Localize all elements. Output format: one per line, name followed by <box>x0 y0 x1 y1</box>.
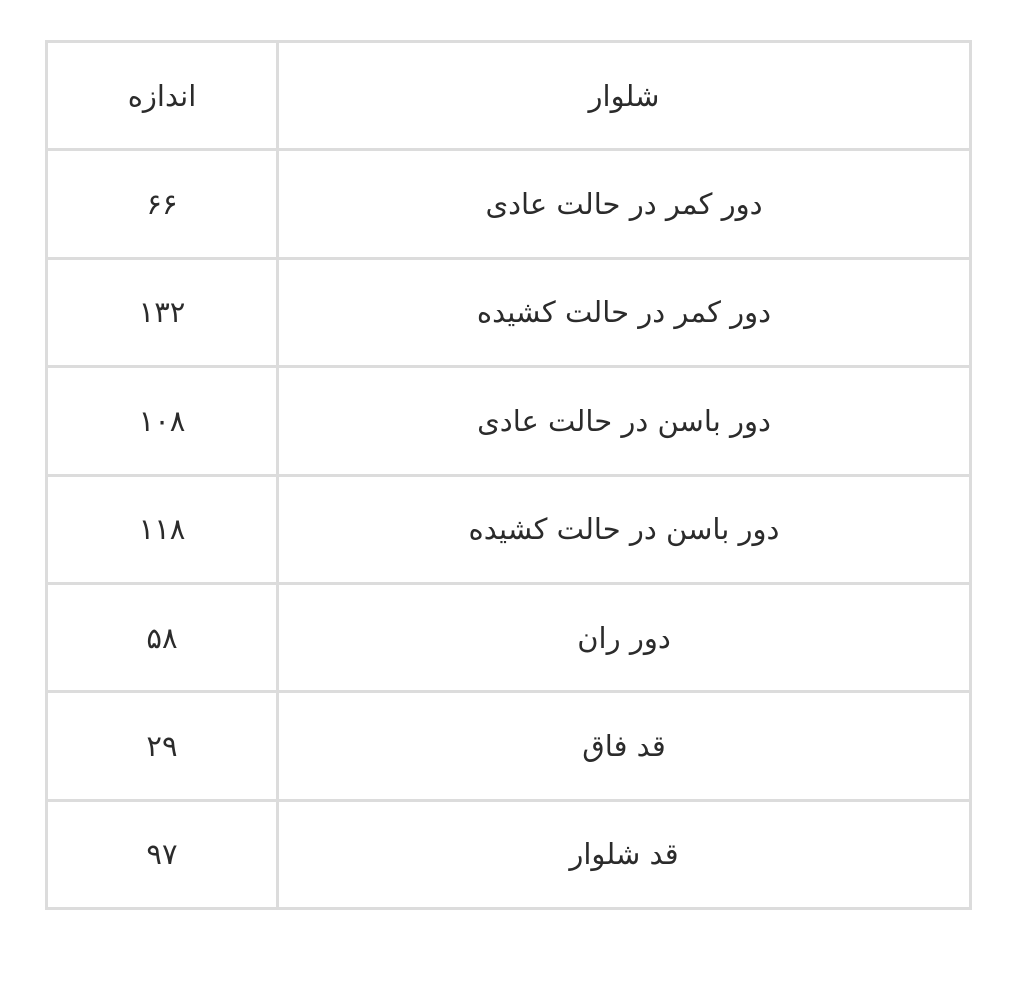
table-cell-item: قد شلوار <box>278 800 971 908</box>
table-cell-size: ۱۳۲ <box>47 258 278 366</box>
table-cell-size: ۶۶ <box>47 150 278 258</box>
table-cell-item: قد فاق <box>278 692 971 800</box>
table-cell-item: دور کمر در حالت عادی <box>278 150 971 258</box>
table-cell-size: ۱۰۸ <box>47 367 278 475</box>
table-cell-size: ۹۷ <box>47 800 278 908</box>
table-cell-size: ۲۹ <box>47 692 278 800</box>
table-cell-item: دور ران <box>278 583 971 691</box>
table-cell-item: دور کمر در حالت کشیده <box>278 258 971 366</box>
table-row <box>47 583 971 691</box>
table-cell-item: دور باسن در حالت کشیده <box>278 475 971 583</box>
table-row <box>47 258 971 366</box>
table-row <box>47 475 971 583</box>
size-table <box>45 40 972 910</box>
header-cell-size: اندازه <box>47 42 278 150</box>
header-cell-item: شلوار <box>278 42 971 150</box>
table-cell-size: ۵۸ <box>47 583 278 691</box>
table-row <box>47 800 971 908</box>
table-row <box>47 367 971 475</box>
table-cell-item: دور باسن در حالت عادی <box>278 367 971 475</box>
table-row <box>47 150 971 258</box>
table-row <box>47 692 971 800</box>
table-header-row <box>47 42 971 150</box>
table-cell-size: ۱۱۸ <box>47 475 278 583</box>
